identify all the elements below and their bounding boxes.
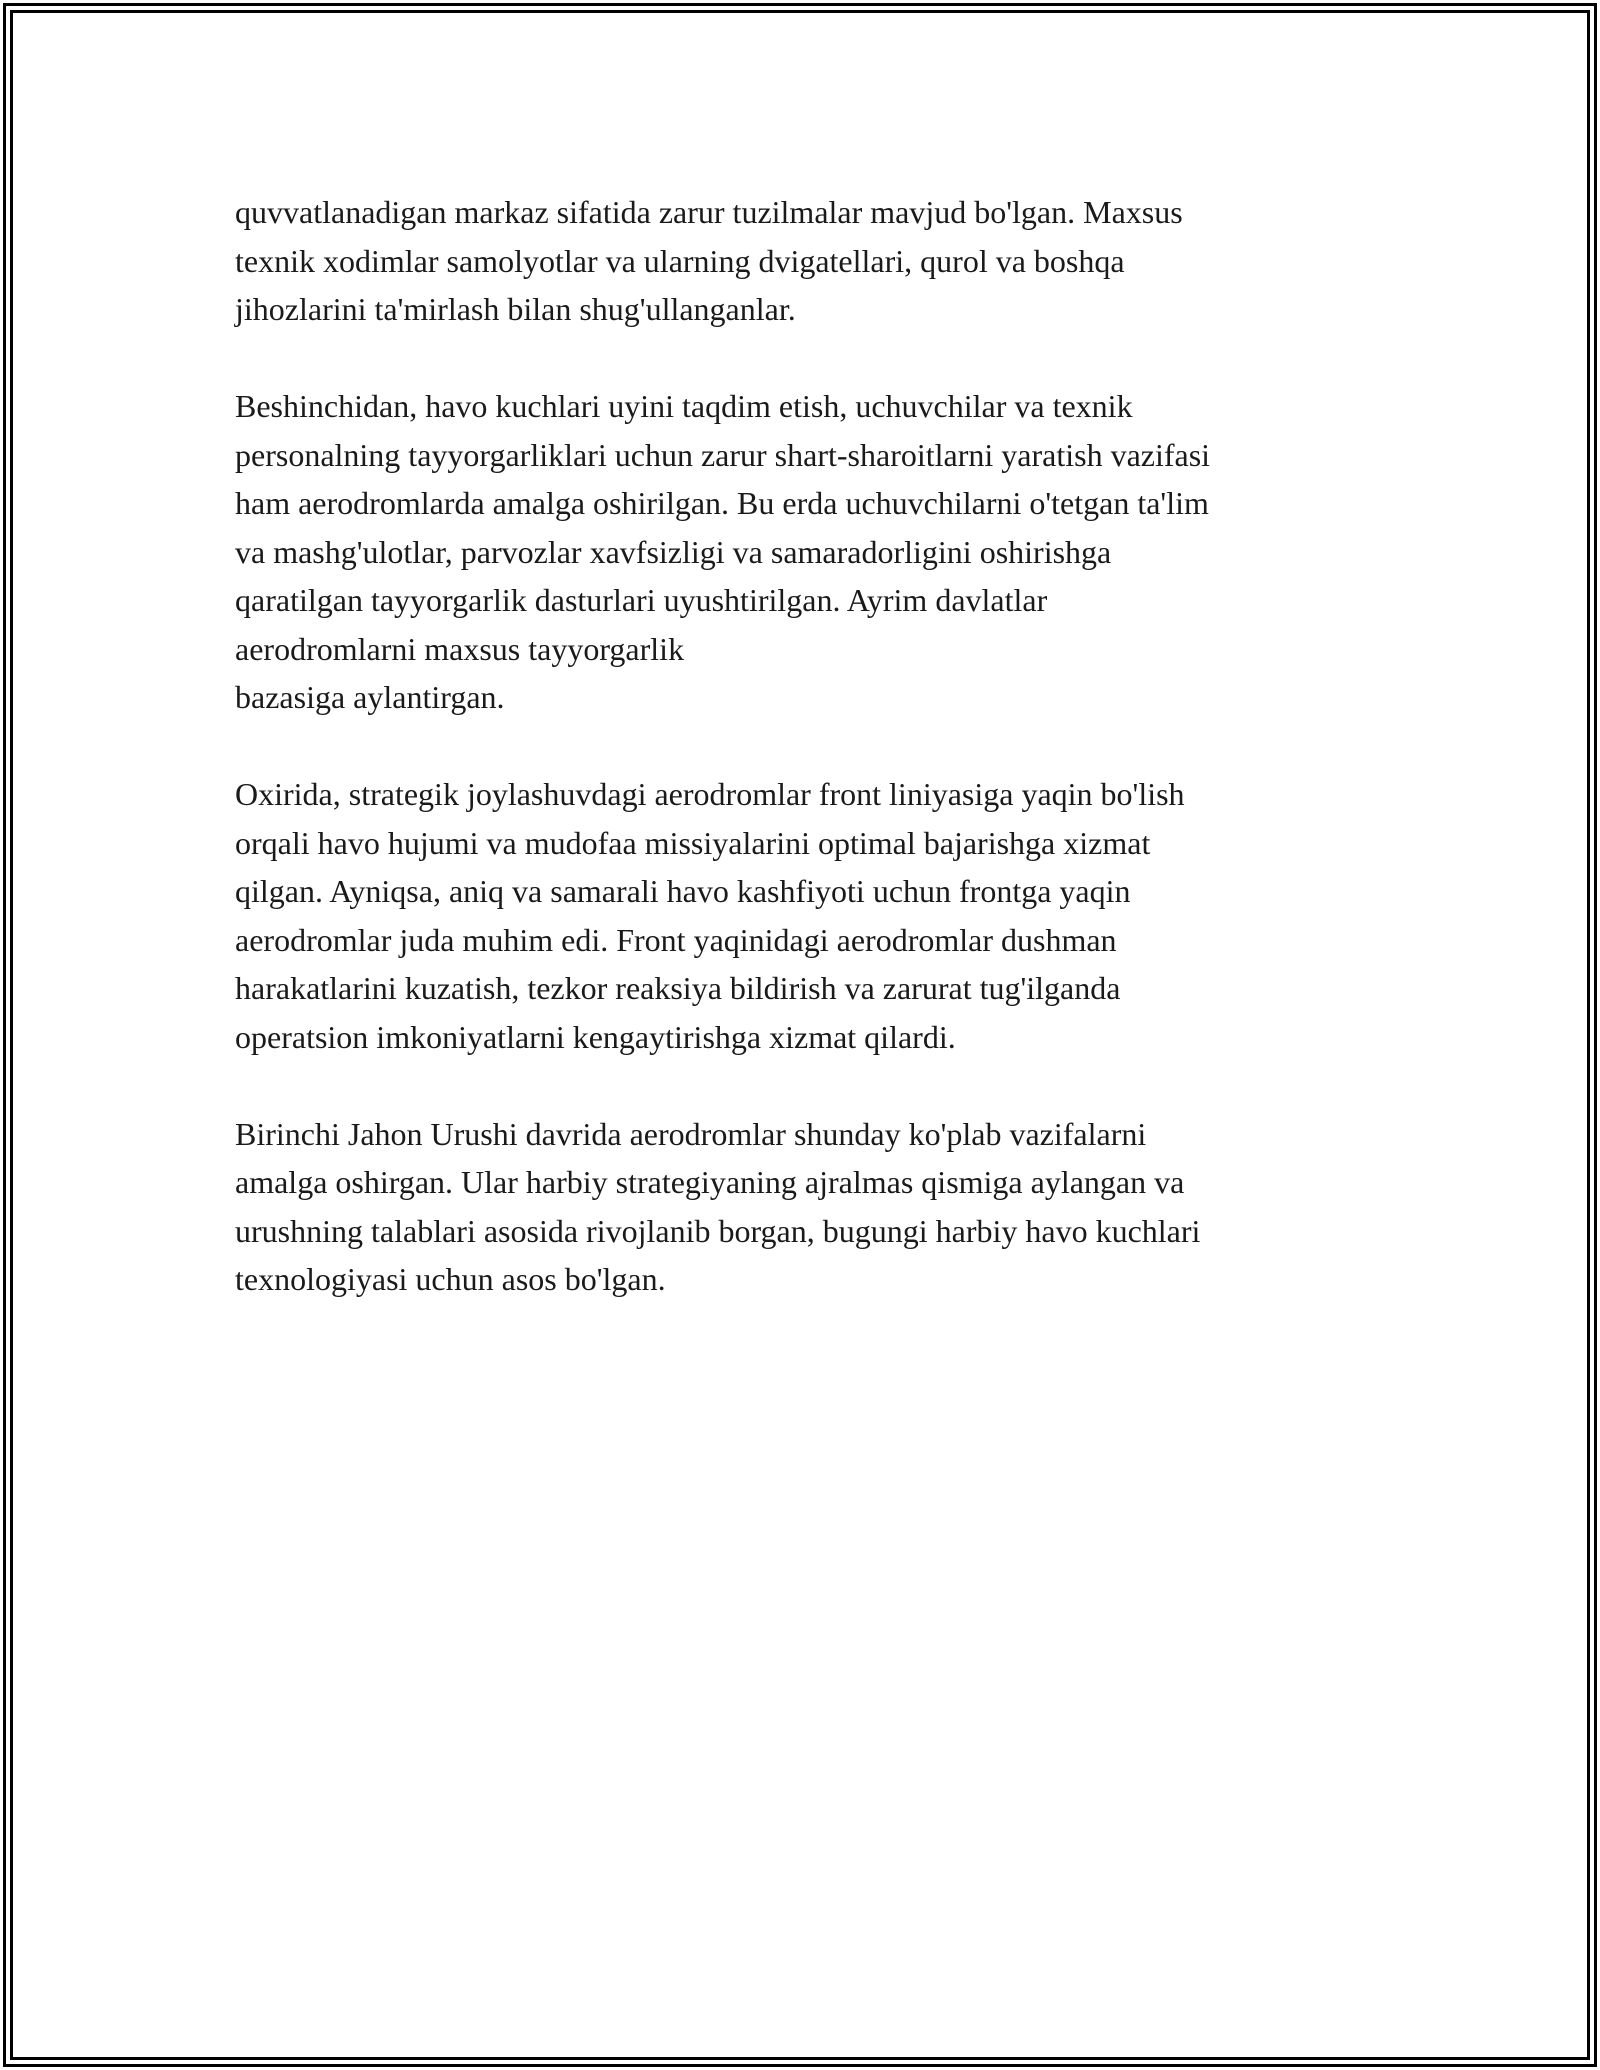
text-line: qaratilgan tayyorgarlik dasturlari uyushtirilgan. Ayrim davlatlar — [235, 582, 1048, 618]
text-line: Birinchi Jahon Urushi davrida aerodromlar shunday ko'plab vazifalarni — [235, 1115, 1147, 1152]
text-line: Oxirida, strategik joylashuvdagi aerodromlar front liniyasiga yaqin bo'lish — [235, 776, 1185, 812]
text-line: amalga oshirgan. Ular harbiy strategiyaning ajralmas qismiga aylangan va — [235, 1164, 1185, 1200]
text-line: personalning tayyorgarliklari uchun zarur shart-sharoitlarni yaratish vazifasi — [235, 436, 1211, 473]
text-line: urushning talablari asosida rivojlanib borgan, bugungi harbiy havo kuchlari — [235, 1212, 1201, 1249]
text-line: ham aerodromlarda amalga oshirilgan. Bu erda uchuvchilarni o'tetgan ta'lim — [235, 485, 1209, 521]
text-line: Beshinchidan, havo kuchlari uyini taqdim etish, uchuvchilar va texnik — [235, 388, 1133, 424]
paragraph-1 — [235, 188, 1375, 334]
text-line: aerodromlar juda muhim edi. Front yaqinidagi aerodromlar dushman — [235, 921, 1117, 958]
text-line: harakatlarini kuzatish, tezkor reaksiya bildirish va zarurat tug'ilganda — [235, 970, 1121, 1006]
text-line: va mashg'ulotlar, parvozlar xavfsizligi va samaradorligini oshirishga — [235, 533, 1112, 570]
paragraph-4 — [235, 1110, 1375, 1304]
text-line: jihozlarini ta'mirlash bilan shug'ullanganlar. — [235, 291, 796, 327]
text-line: operatsion imkoniyatlarni kengaytirishga xizmat qilardi. — [235, 1018, 956, 1055]
paragraph-3 — [235, 770, 1375, 1061]
paragraph-2 — [235, 382, 1375, 722]
text-line: bazasiga aylantirgan. — [235, 679, 505, 715]
text-line: quvvatlanadigan markaz sifatida zarur tuzilmalar mavjud bo'lgan. Maxsus — [235, 194, 1183, 230]
document-body — [235, 188, 1375, 1352]
text-line: texnologiyasi uchun asos bo'lgan. — [235, 1261, 666, 1297]
text-line: texnik xodimlar samolyotlar va ularning dvigatellari, qurol va boshqa — [235, 242, 1125, 279]
text-line: qilgan. Ayniqsa, aniq va samarali havo kashfiyoti uchun frontga yaqin — [235, 873, 1131, 909]
text-line: aerodromlarni maxsus tayyorgarlik — [235, 630, 685, 667]
text-line: orqali havo hujumi va mudofaa missiyalarini optimal bajarishga xizmat — [235, 824, 1151, 861]
